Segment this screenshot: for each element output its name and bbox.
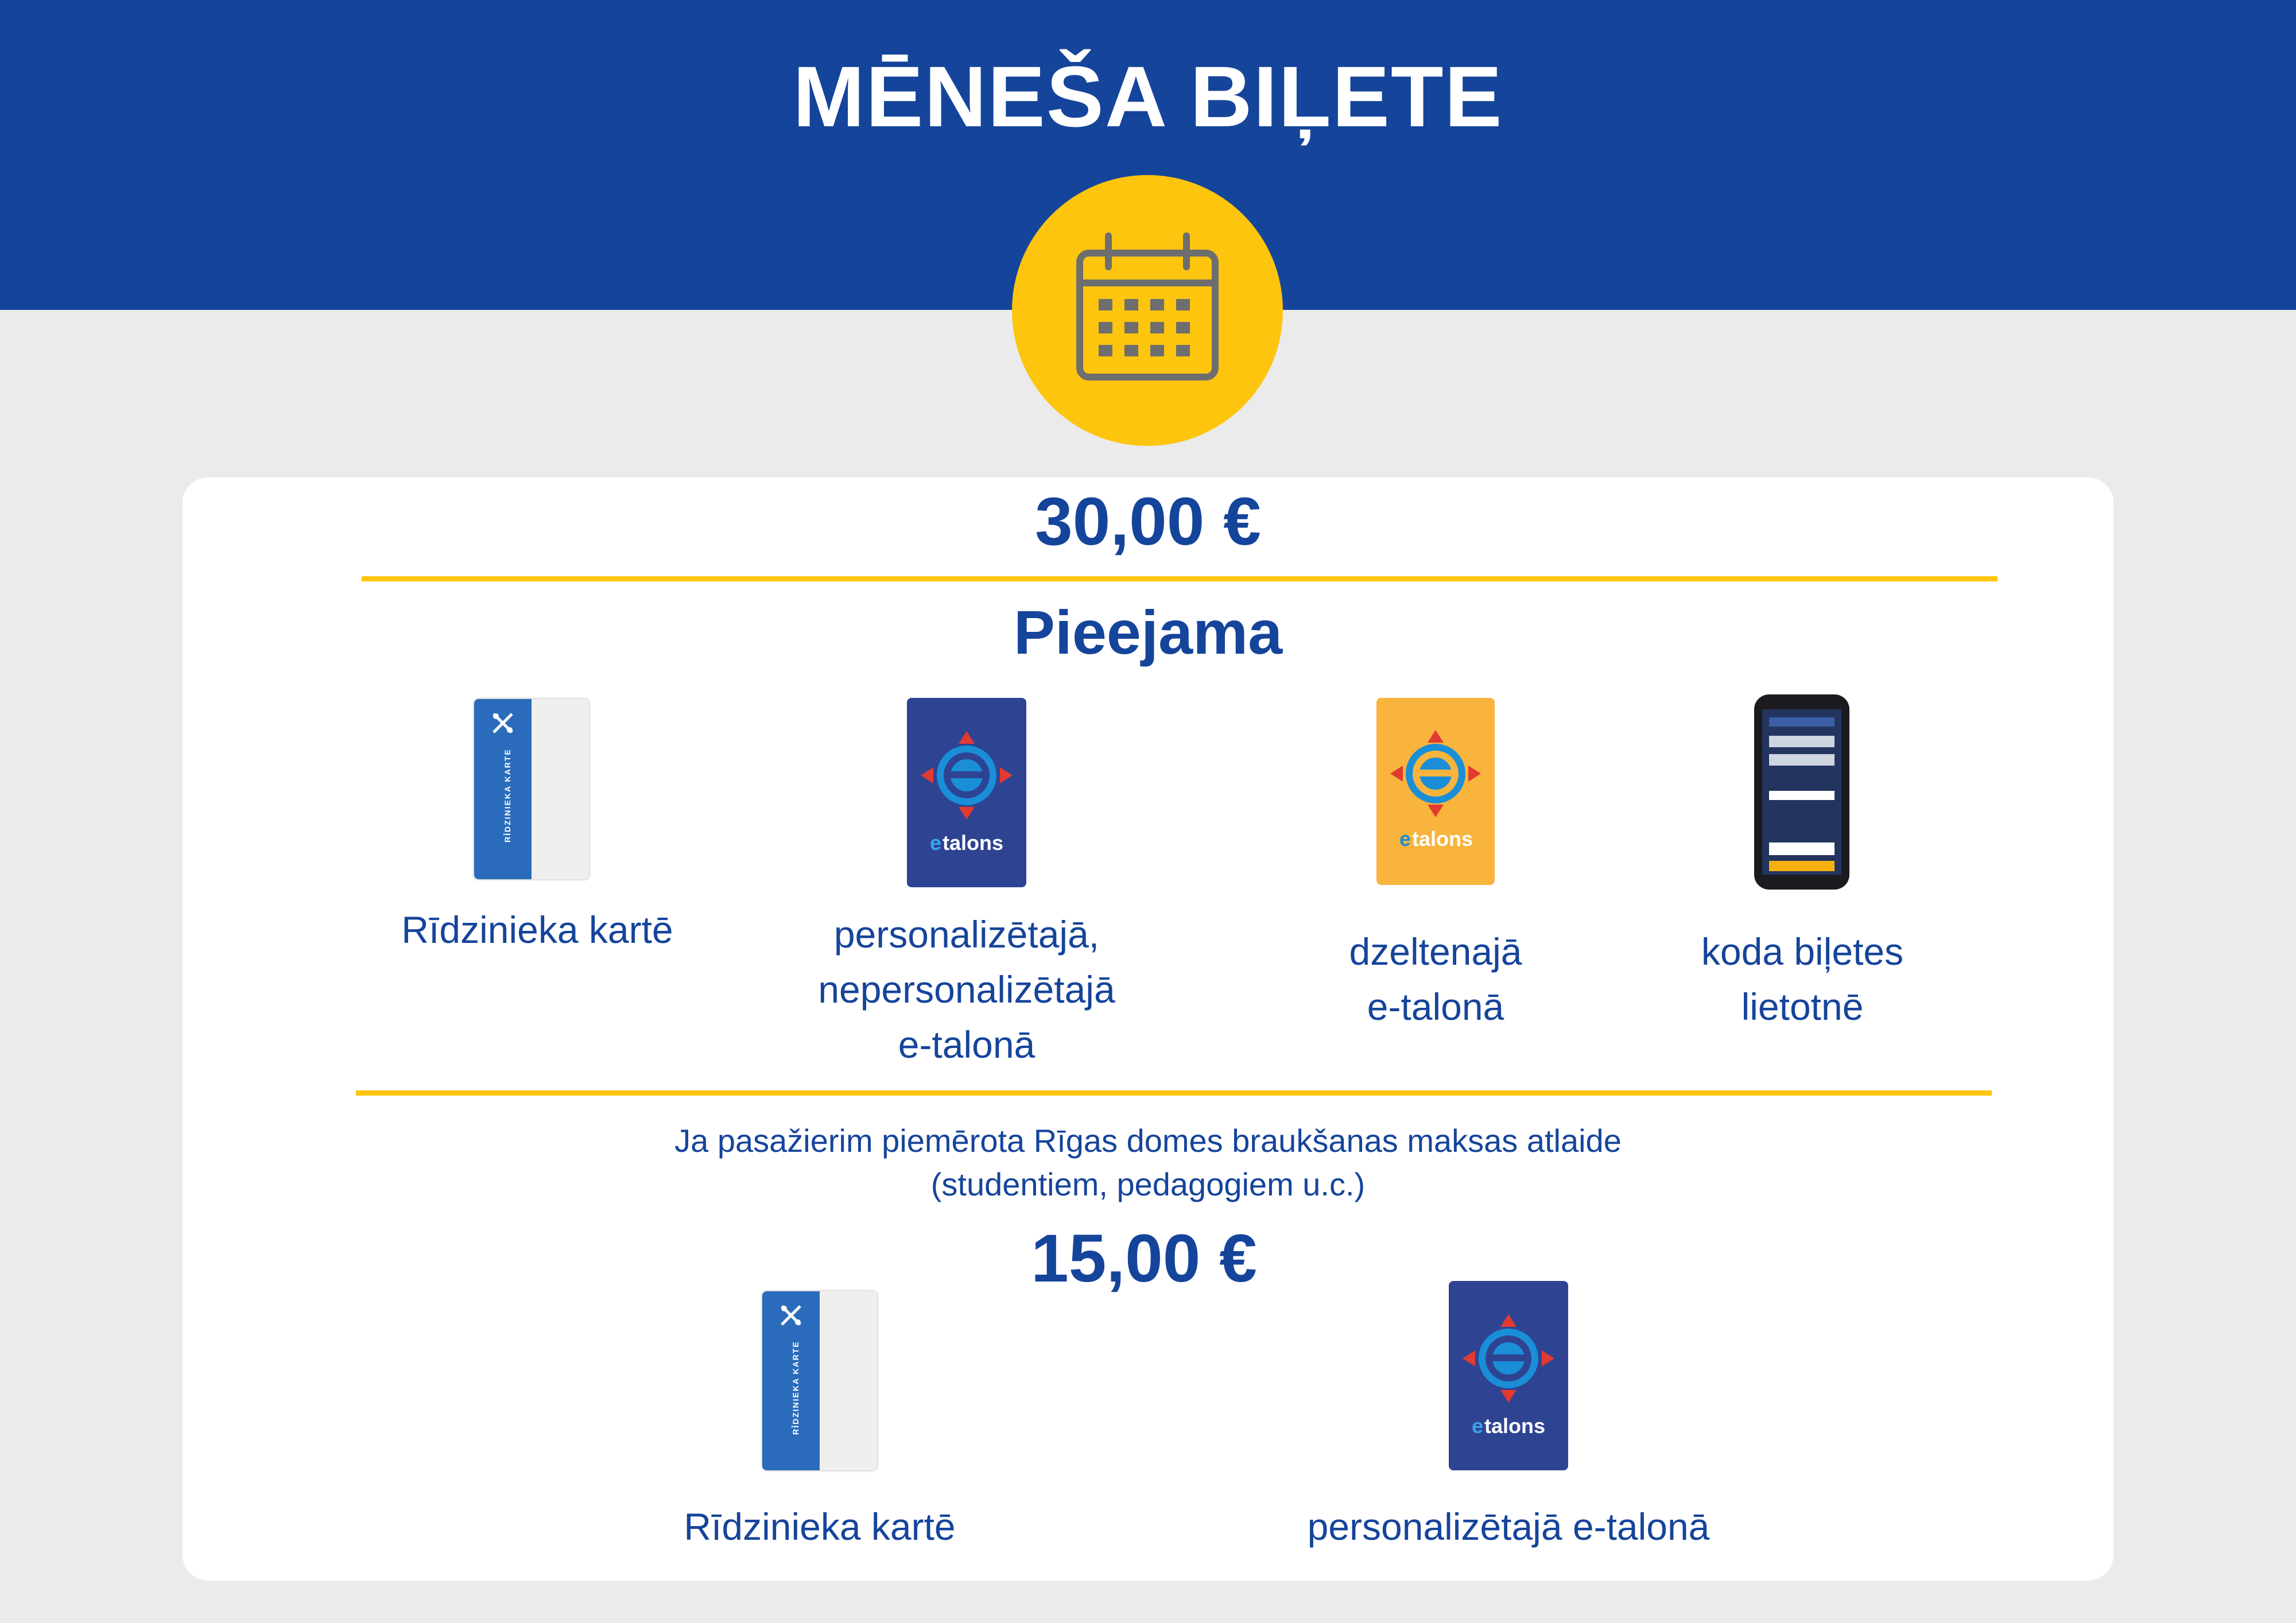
- available-heading: Pieejama: [1013, 597, 1283, 667]
- divider-bottom: [356, 1090, 1992, 1096]
- blue-etalons-card-icon: [1449, 1281, 1568, 1470]
- riga-resident-card-icon: [762, 1291, 877, 1470]
- etalons-e: e: [1472, 1414, 1484, 1438]
- option-label-personalized: personalizētajā, nepersonalizētajā e-talonā: [818, 913, 1115, 1066]
- resident-card-text: RĪDZINIEKA KARTE: [503, 748, 512, 842]
- discount-label-etalons: personalizētajā e-talonā: [1307, 1505, 1710, 1548]
- calendar-icon: [1067, 230, 1228, 391]
- etalons-wordmark: talons: [1484, 1414, 1546, 1438]
- page-title: MĒNEŠA BIĻETE: [793, 48, 1503, 145]
- content-panel: [183, 477, 2113, 1581]
- blue-etalons-card-icon: [907, 698, 1026, 887]
- divider-top: [362, 576, 1998, 581]
- riga-resident-logo-icon: [490, 710, 515, 736]
- resident-card-text: RĪDZINIEKA KARTE: [791, 1341, 800, 1435]
- riga-resident-card-icon: [474, 699, 589, 879]
- etalons-e: e: [1399, 827, 1411, 851]
- etalons-e: e: [930, 831, 942, 855]
- calendar-badge: [1012, 175, 1283, 446]
- mobile-app-icon: [1754, 694, 1849, 890]
- option-label-app: koda biļetes lietotnē: [1701, 930, 1904, 1028]
- option-label-resident: Rīdzinieka kartē: [401, 908, 673, 951]
- discount-note: Ja pasažierim piemērota Rīgas domes braukšanas maksas atlaide (studentiem, pedagogiem u.c.): [674, 1123, 1622, 1202]
- etalons-wordmark: talons: [943, 831, 1004, 855]
- option-label-yellow: dzeltenajā e-talonā: [1349, 930, 1522, 1028]
- discount-label-resident: Rīdzinieka kartē: [684, 1505, 956, 1548]
- etalons-wordmark: talons: [1412, 827, 1473, 851]
- monthly-price: 30,00 €: [1035, 484, 1261, 560]
- discount-price: 15,00 €: [1031, 1221, 1257, 1296]
- yellow-etalons-card-icon: [1376, 698, 1495, 885]
- riga-resident-logo-icon: [778, 1303, 804, 1328]
